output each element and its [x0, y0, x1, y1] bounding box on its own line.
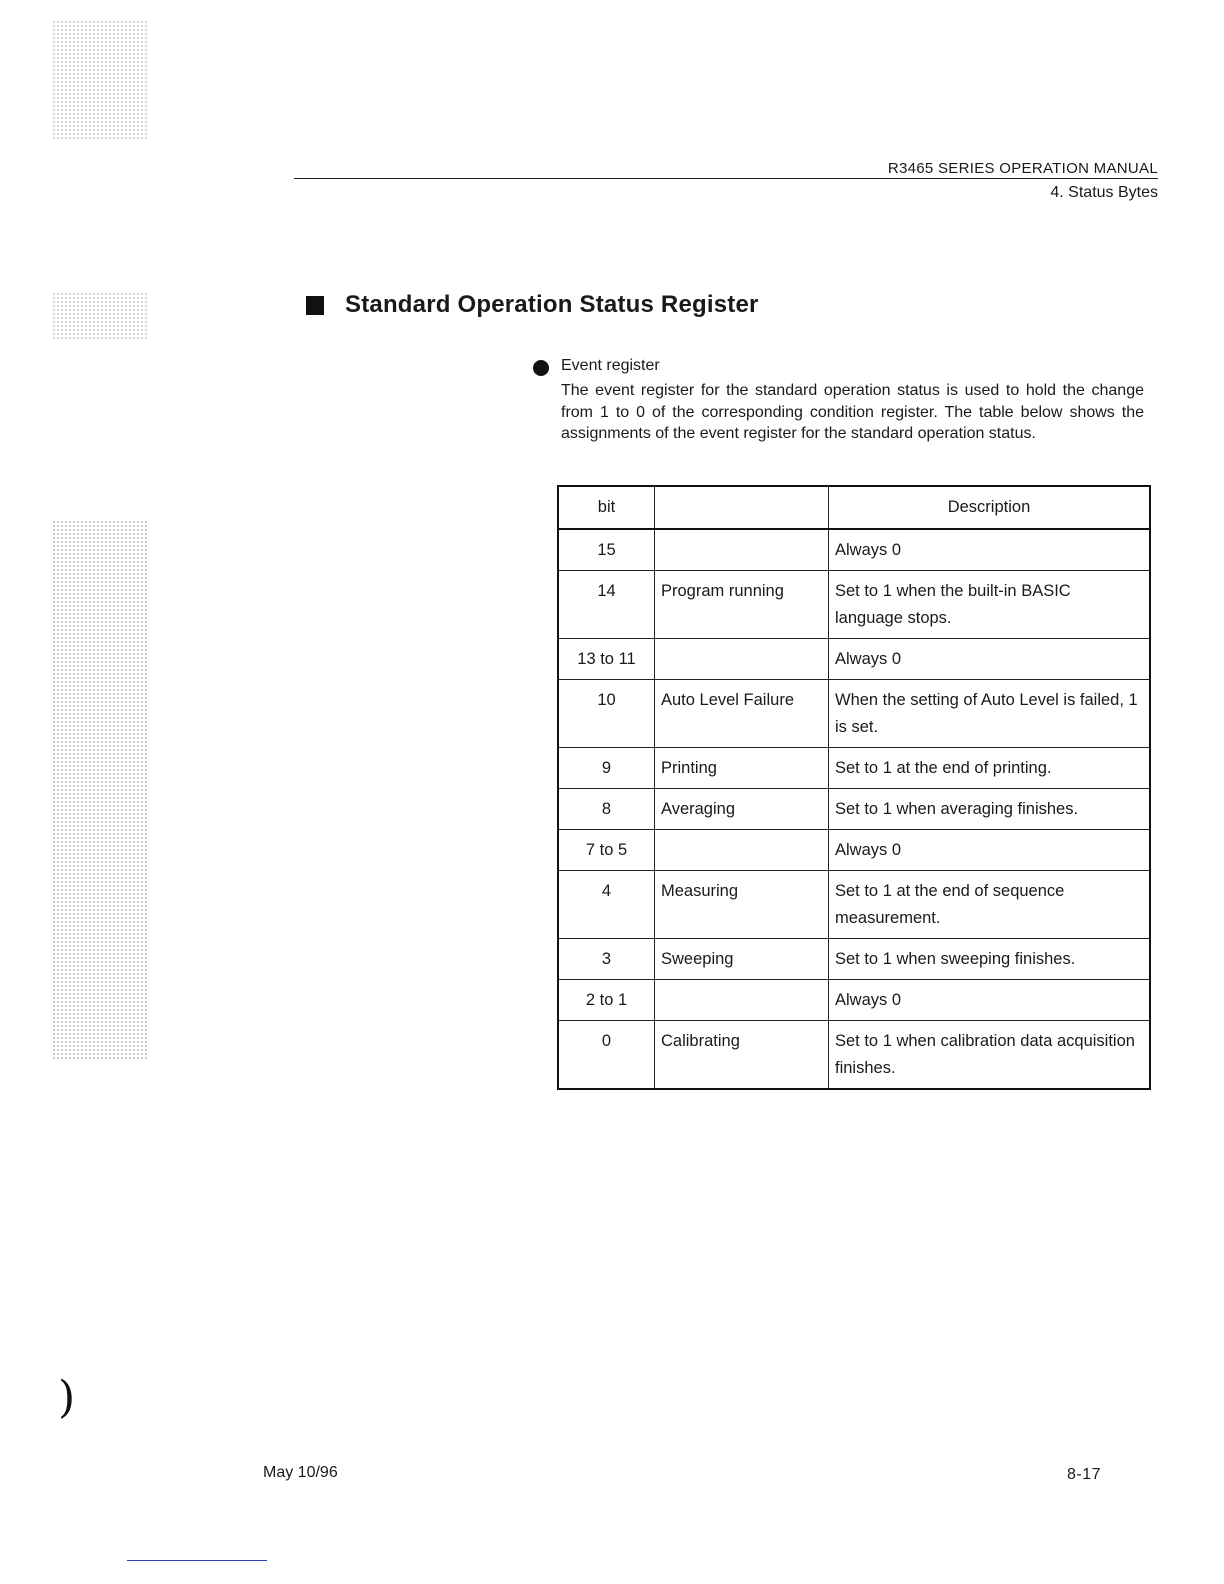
name-cell: Auto Level Failure — [655, 680, 829, 748]
table-row — [558, 1021, 1150, 1090]
name-cell — [655, 529, 829, 571]
table-header-row — [558, 486, 1150, 529]
table-row — [558, 871, 1150, 939]
table-row — [558, 830, 1150, 871]
description-cell: Set to 1 at the end of sequence measurement. — [829, 871, 1151, 939]
scan-speckle-top — [52, 20, 147, 140]
description-cell: Set to 1 when calibration data acquisition finishes. — [829, 1021, 1151, 1090]
bit-cell: 15 — [558, 529, 655, 571]
header-rule — [294, 178, 1158, 179]
bit-cell: 0 — [558, 1021, 655, 1090]
bit-cell: 3 — [558, 939, 655, 980]
scan-speckle-side — [52, 520, 147, 1060]
status-register-table — [557, 485, 1151, 1090]
table-row — [558, 571, 1150, 639]
scan-speckle-upper — [52, 292, 147, 340]
name-cell: Measuring — [655, 871, 829, 939]
description-cell: Set to 1 when sweeping finishes. — [829, 939, 1151, 980]
table-row — [558, 939, 1150, 980]
section-title: Standard Operation Status Register — [345, 291, 759, 318]
name-cell: Averaging — [655, 789, 829, 830]
name-cell — [655, 830, 829, 871]
name-cell: Program running — [655, 571, 829, 639]
description-cell: When the setting of Auto Level is failed, 1 is set. — [829, 680, 1151, 748]
table-row — [558, 748, 1150, 789]
description-cell: Set to 1 when the built-in BASIC language stops. — [829, 571, 1151, 639]
table-row — [558, 980, 1150, 1021]
description-cell: Set to 1 at the end of printing. — [829, 748, 1151, 789]
header-manual-title: R3465 SERIES OPERATION MANUAL — [887, 160, 1158, 177]
header-section-title: 4. Status Bytes — [1050, 184, 1158, 201]
bit-cell: 8 — [558, 789, 655, 830]
name-cell: Calibrating — [655, 1021, 829, 1090]
bit-cell: 4 — [558, 871, 655, 939]
table-row — [558, 680, 1150, 748]
bit-cell: 9 — [558, 748, 655, 789]
footer-date: May 10/96 — [263, 1464, 338, 1481]
description-cell: Set to 1 when averaging finishes. — [829, 789, 1151, 830]
event-register-description: The event register for the standard operation status is used to hold the change from 1 to 0 of the corresponding condition register. The table below shows the assignments of the event register for the standard operation status. — [561, 382, 1144, 442]
header-description: Description — [829, 486, 1151, 529]
binding-margin-mark: ) — [58, 1372, 76, 1423]
bit-cell: 2 to 1 — [558, 980, 655, 1021]
name-cell — [655, 980, 829, 1021]
name-cell — [655, 639, 829, 680]
table-row — [558, 529, 1150, 571]
description-cell: Always 0 — [829, 830, 1151, 871]
bit-cell: 7 to 5 — [558, 830, 655, 871]
description-cell: Always 0 — [829, 980, 1151, 1021]
table-row — [558, 639, 1150, 680]
table-row — [558, 789, 1150, 830]
title-square-bullet-icon — [306, 296, 324, 315]
header-name — [655, 486, 829, 529]
name-cell: Printing — [655, 748, 829, 789]
bit-cell: 10 — [558, 680, 655, 748]
bullet-dot-icon — [533, 360, 549, 376]
bit-cell: 13 to 11 — [558, 639, 655, 680]
description-cell: Always 0 — [829, 639, 1151, 680]
event-register-heading: Event register — [561, 357, 660, 374]
bit-cell: 14 — [558, 571, 655, 639]
footer-page-number: 8-17 — [1067, 1466, 1102, 1483]
name-cell: Sweeping — [655, 939, 829, 980]
description-cell: Always 0 — [829, 529, 1151, 571]
bottom-scan-line — [127, 1560, 267, 1561]
header-bit: bit — [558, 486, 655, 529]
